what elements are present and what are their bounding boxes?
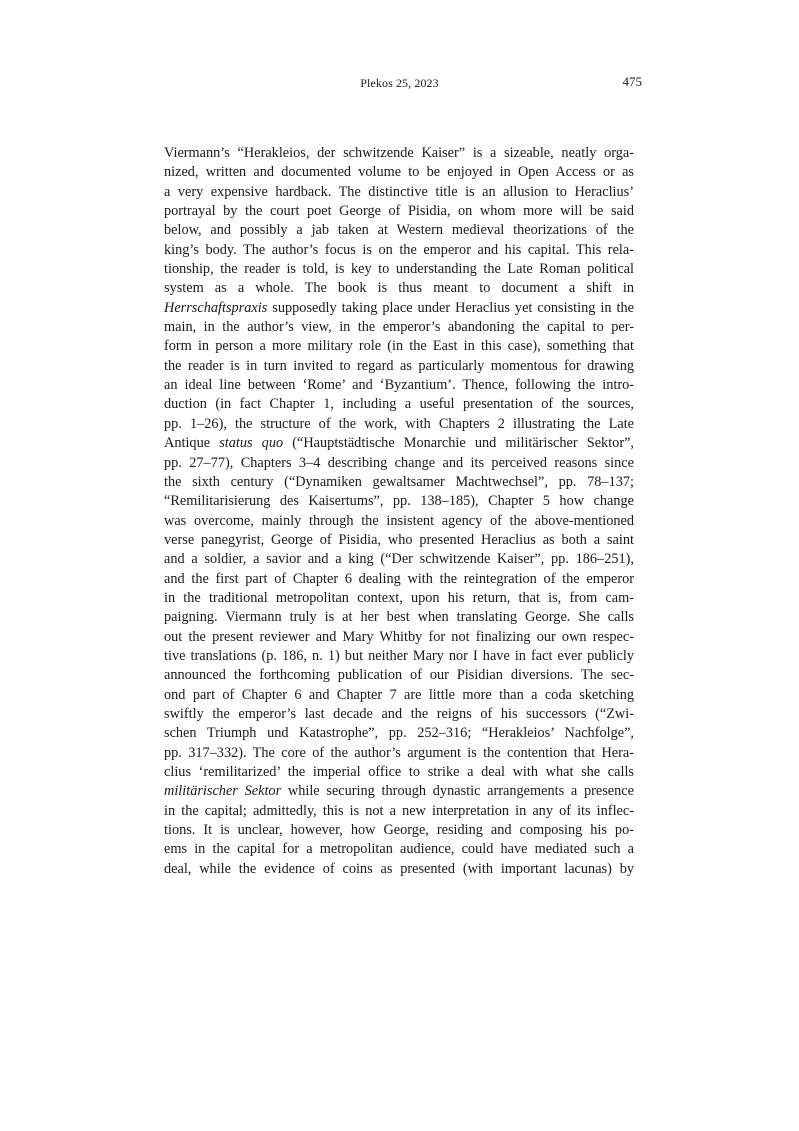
text-line [164,763,634,782]
text-line [164,357,634,376]
text-segment: announced the forthcoming publication of our Pisidian diversions. The sec- [164,667,634,684]
text-line [164,221,634,240]
text-segment: form in person a more military role (in the East in this case), something that [164,338,634,355]
italic-term: status quo [219,435,284,452]
text-segment: in the traditional metropolitan context, upon his return, that is, from cam- [164,589,634,606]
text-line [164,647,634,666]
text-segment: the reader is in turn invited to regard as particularly momentous for drawing [164,357,634,374]
text-line [164,492,634,511]
text-segment: and a soldier, a savior and a king (“Der schwitzende Kaiser”, pp. 186–251), [164,551,634,568]
text-line [164,260,634,279]
running-head: Plekos 25, 2023 [360,76,439,90]
text-segment: pp. 27–77), Chapters 3–4 describing change and its perceived reasons since [164,454,634,471]
text-segment: tions. It is unclear, however, how George, residing and composing his po- [164,822,634,839]
text-line [164,840,634,859]
text-segment: while securing through dynastic arrangements a presence [281,783,634,800]
text-line [164,550,634,569]
text-segment: swiftly the emperor’s last decade and the reigns of his successors (“Zwi- [164,705,634,722]
text-line [164,570,634,589]
text-line [164,337,634,356]
text-line [164,144,634,163]
text-line [164,531,634,550]
text-segment: tionship, the reader is told, is key to understanding the Late Roman political [164,261,634,278]
text-line [164,705,634,724]
text-segment: in the capital; admittedly, this is not a new interpretation in any of its inflec- [164,802,634,819]
text-line [164,473,634,492]
text-line [164,241,634,260]
text-segment: portrayal by the court poet George of Pisidia, on whom more will be said [164,203,634,220]
text-segment: a very expensive hardback. The distinctive title is an allusion to Heraclius’ [164,183,634,200]
text-line [164,686,634,705]
text-segment: paigning. Viermann truly is at her best when translating George. She calls [164,609,634,626]
text-segment: king’s body. The author’s focus is on the emperor and his capital. This rela- [164,241,634,258]
text-segment: pp. 317–332). The core of the author’s argument is the contention that Hera- [164,744,634,761]
text-line [164,512,634,531]
text-line [164,376,634,395]
text-line [164,802,634,821]
text-segment: and the first part of Chapter 6 dealing with the reintegration of the emperor [164,570,634,587]
text-segment: below, and possibly a jab taken at Western medieval theorizations of the [164,222,634,239]
text-segment: main, in the author’s view, in the emperor’s abandoning the capital to per- [164,319,634,336]
text-segment: was overcome, mainly through the insistent agency of the above-mentioned [164,512,634,529]
text-line [164,860,634,879]
text-line [164,821,634,840]
text-line [164,183,634,202]
text-segment: (“Hauptstädtische Monarchie und militärischer Sektor”, [283,435,635,452]
text-line [164,744,634,763]
text-segment: ems in the capital for a metropolitan audience, could have mediated such a [164,841,634,858]
text-segment: clius ‘remilitarized’ the imperial office to strike a deal with what she calls [164,764,634,780]
page-number: 475 [622,74,642,89]
text-segment: Viermann’s “Herakleios, der schwitzende Kaiser” is a sizeable, neatly orga- [164,145,634,161]
text-line [164,724,634,743]
text-segment: the sixth century (“Dynamiken gewaltsamer Machtwechsel”, pp. 78–137; [164,473,634,490]
text-segment: tive translations (p. 186, n. 1) but neither Mary nor I have in fact ever publicly [164,647,634,664]
text-segment: schen Triumph und Katastrophe”, pp. 252–316; “Herakleios’ Nachfolge”, [164,725,634,742]
text-line [164,589,634,608]
text-line [164,666,634,685]
text-line [164,434,634,453]
text-line [164,608,634,627]
text-segment: ond part of Chapter 6 and Chapter 7 are little more than a coda sketching [164,686,634,703]
text-segment: out the present reviewer and Mary Whitby for not finalizing our own respec- [164,628,634,645]
text-segment: system as a whole. The book is thus meant to document a shift in [164,280,634,297]
text-segment: verse panegyrist, George of Pisidia, who presented Heraclius as both a saint [164,531,634,548]
text-line [164,202,634,221]
italic-term: Herrschaftspraxis [164,299,268,316]
text-line [164,299,634,318]
italic-term: militärischer Sektor [164,783,282,800]
text-line [164,279,634,298]
text-line [164,628,634,647]
text-segment: Antique [164,435,220,452]
text-segment: pp. 1–26), the structure of the work, with Chapters 2 illustrating the Late [164,415,634,432]
text-line [164,318,634,337]
text-line [164,163,634,182]
text-line [164,395,634,414]
text-segment: an ideal line between ‘Rome’ and ‘Byzantium’. Thence, following the intro- [164,377,634,394]
text-segment: deal, while the evidence of coins as presented (with important lacunas) by [164,860,634,877]
text-segment: “Remilitarisierung des Kaisertums”, pp. 138–185), Chapter 5 how change [164,493,634,510]
text-line [164,415,634,434]
body-paragraph [164,144,634,879]
text-segment: duction (in fact Chapter 1, including a useful presentation of the sources, [164,396,634,413]
text-line [164,782,634,801]
text-segment: nized, written and documented volume to be enjoyed in Open Access or as [164,164,634,181]
text-segment: supposedly taking place under Heraclius yet consisting in the [267,299,634,316]
text-line [164,454,634,473]
